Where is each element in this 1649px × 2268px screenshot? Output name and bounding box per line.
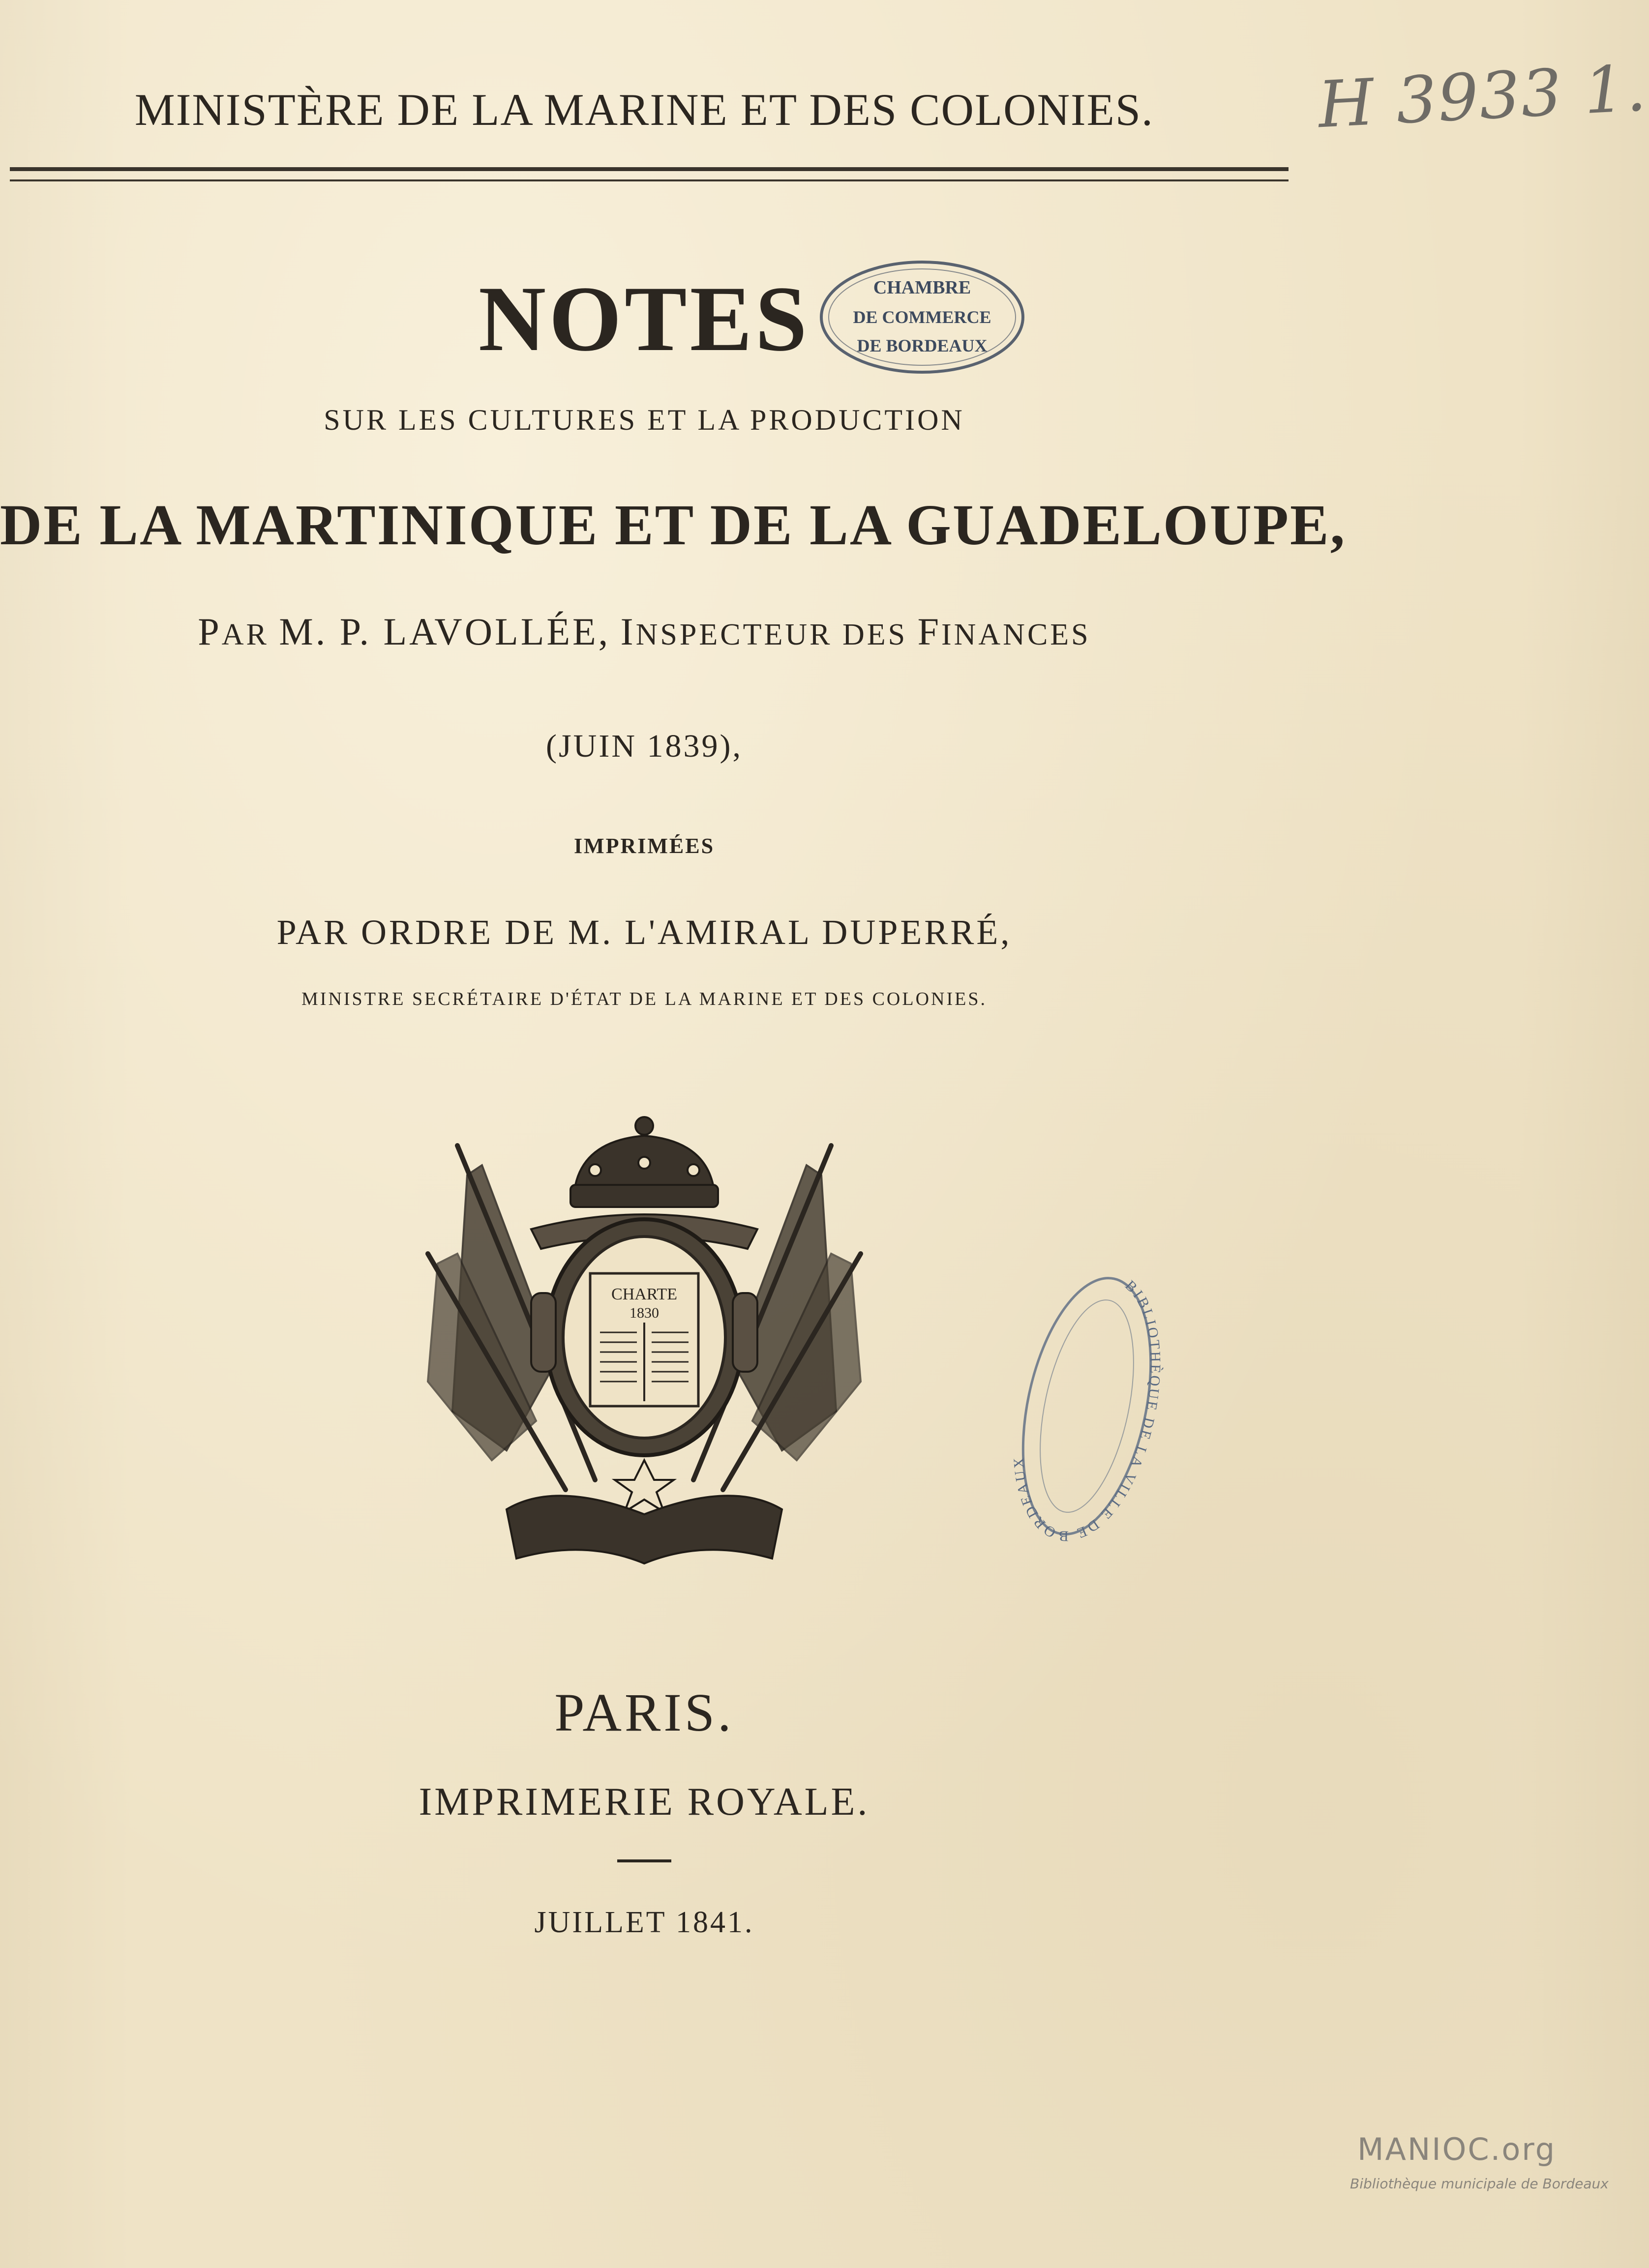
author-title-initial-1: I xyxy=(620,610,636,653)
bordeaux-library-stamp xyxy=(1008,1259,1166,1554)
printed-label: IMPRIMÉES xyxy=(573,834,715,858)
manioc-watermark: MANIOC.org xyxy=(1357,2131,1557,2167)
author-par-rest: AR xyxy=(221,618,269,651)
subtitle-cultures: SUR LES CULTURES ET LA PRODUCTION xyxy=(324,404,965,436)
imprint-press: IMPRIMERIE ROYALE. xyxy=(419,1780,870,1824)
imprint-divider xyxy=(617,1859,671,1862)
emblem-charte-label: CHARTE xyxy=(611,1285,677,1303)
report-date: (JUIN 1839), xyxy=(546,728,743,764)
stamp-chamber-line2: DE COMMERCE xyxy=(853,307,991,327)
ministry-header: MINISTÈRE DE LA MARINE ET DES COLONIES. xyxy=(134,85,1154,135)
svg-text:BIBLIOTHÈQUE DE LA VILLE DE BO xyxy=(1008,1260,1166,1554)
header-rule-thick xyxy=(10,167,1289,171)
author-line xyxy=(0,610,1289,654)
author-title-rest-1: NSPECTEUR DES xyxy=(635,618,908,651)
stamp-chamber-line1: CHAMBRE xyxy=(873,277,971,298)
emblem-year-label: 1830 xyxy=(630,1305,659,1321)
imprint-city: PARIS. xyxy=(554,1682,734,1742)
handwritten-shelfmark: H 3933 1. xyxy=(1316,50,1649,143)
main-heading: DE LA MARTINIQUE ET DE LA GUADELOUPE, xyxy=(0,493,1347,557)
header-rule-thin xyxy=(10,179,1289,181)
author-par-initial: P xyxy=(198,610,222,653)
chamber-of-commerce-stamp xyxy=(809,253,1035,381)
order-line: PAR ORDRE DE M. L'AMIRAL DUPERRÉ, xyxy=(276,913,1012,952)
publication-date: JUILLET 1841. xyxy=(534,1906,754,1939)
title-notes: NOTES xyxy=(478,267,810,371)
stamp-chamber-line3: DE BORDEAUX xyxy=(857,336,988,355)
author-name: M. P. LAVOLLÉE, xyxy=(279,610,611,653)
royal-coat-of-arms-emblem xyxy=(408,1106,880,1573)
author-title-initial-2: F xyxy=(917,610,941,653)
library-watermark: Bibliothèque municipale de Bordeaux xyxy=(1350,2176,1609,2192)
minister-line: MINISTRE SECRÉTAIRE D'ÉTAT DE LA MARINE ET DES COLONIES. xyxy=(301,989,987,1009)
author-title-rest-2: INANCES xyxy=(941,618,1091,651)
library-stamp-text: BIBLIOTHÈQUE DE LA VILLE DE BORDEAUX xyxy=(1010,1277,1164,1544)
